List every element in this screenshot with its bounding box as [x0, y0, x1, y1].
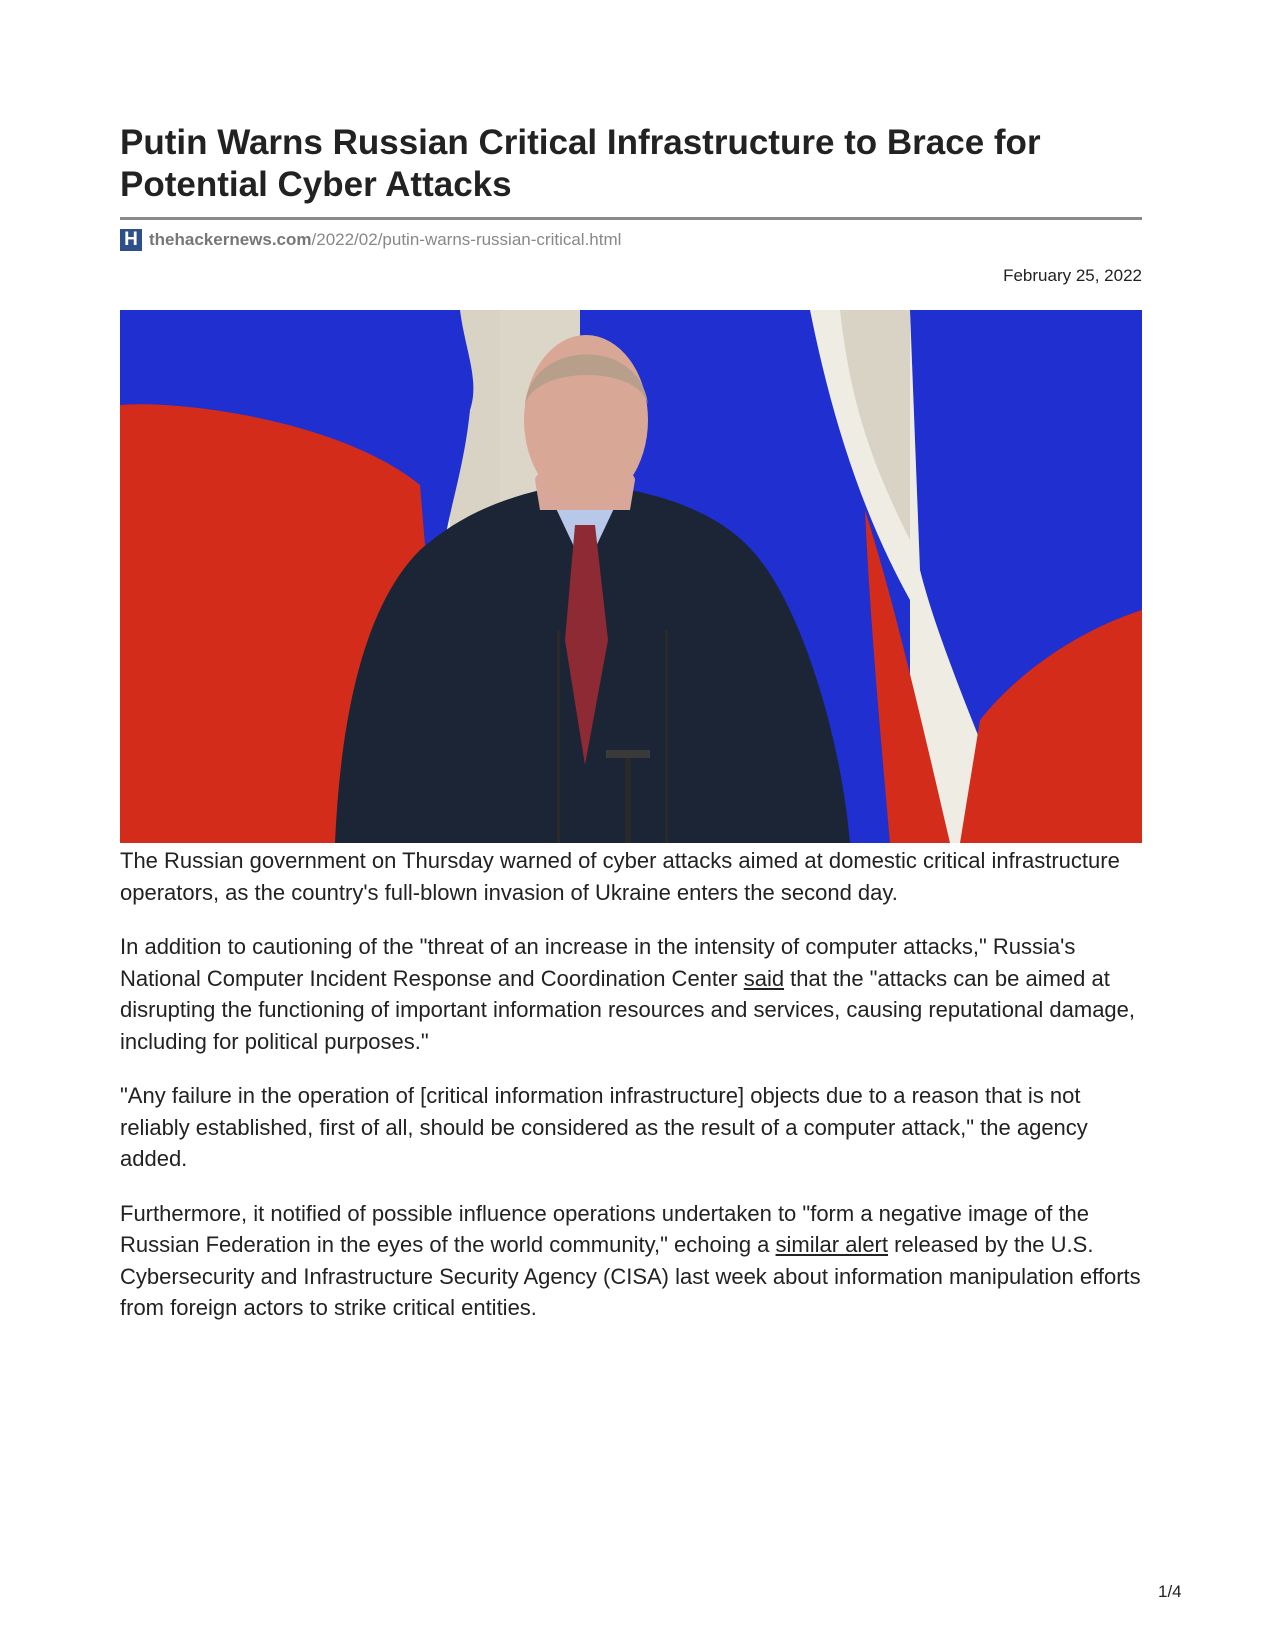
- paragraph-2: In addition to cautioning of the "threat of an increase in the intensity of computer attacks," Russia's National Computer Incident Response and Coordination Center said that the "attacks can be aimed at disrupting the functioning of important information resources and services, causing reputational damage, including for political purposes.": [120, 934, 1136, 1054]
- microphone-center-stand: [625, 758, 631, 843]
- article-photo: [120, 310, 1142, 843]
- source-domain: thehackernews.com: [149, 230, 312, 249]
- similar-alert-link[interactable]: similar alert: [775, 1232, 888, 1257]
- source-path: /2022/02/putin-warns-russian-critical.html: [311, 230, 622, 249]
- article-title: Putin Warns Russian Critical Infrastructure to Brace for Potential Cyber Attacks: [120, 123, 1041, 204]
- page-number: 1/4: [1158, 1582, 1182, 1601]
- said-link[interactable]: said: [743, 965, 785, 991]
- source-line: [120, 229, 621, 251]
- paragraph-1: The Russian government on Thursday warned of cyber attacks aimed at domestic critical infrastructure operators, as the country's full-blown invasion of Ukraine enters the second day.: [120, 848, 1120, 905]
- paragraph-3: "Any failure in the operation of [critical information infrastructure] objects due to a reason that is not reliably established, first of all, should be considered as the result of a computer attack," the agency added.: [120, 1083, 1088, 1171]
- site-logo-icon: H: [120, 229, 142, 251]
- microphone-right-stand: [665, 630, 668, 843]
- paragraph-4: Furthermore, it notified of possible influence operations undertaken to "form a negative image of the Russian Federation in the eyes of the world community," echoing a similar alert released by the U.S. Cybersecurity and Infrastructure Security Agency (CISA) last week about information manipulation efforts from foreign actors to strike critical entities.: [120, 1200, 1141, 1320]
- microphone-left-stand: [557, 630, 560, 843]
- article-body: [120, 845, 1142, 1347]
- publish-date: February 25, 2022: [1003, 266, 1142, 285]
- left-flag-blue: [120, 310, 473, 410]
- title-divider: [120, 217, 1142, 220]
- microphone-mount: [606, 750, 650, 758]
